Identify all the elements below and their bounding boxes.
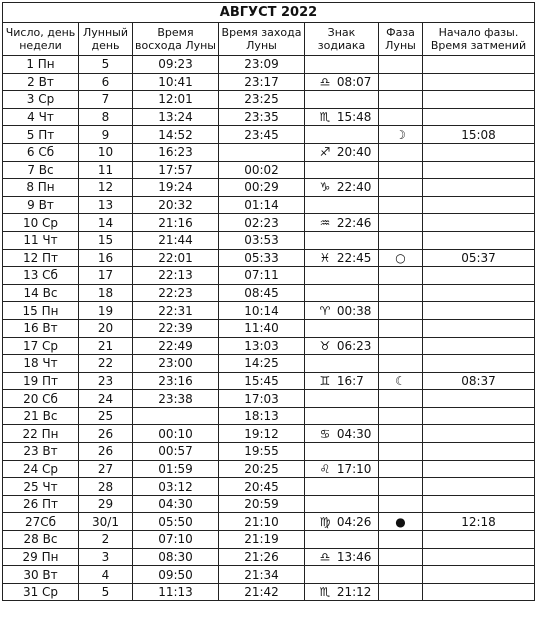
cell-moonset: 00:02	[219, 161, 305, 179]
table-row	[3, 73, 535, 91]
cell-lunar-day: 2	[79, 531, 133, 549]
cell-date: 13 Сб	[3, 267, 79, 285]
zodiac-entry-time: 20:40	[336, 145, 372, 160]
cell-lunar-day: 7	[79, 91, 133, 109]
cell-lunar-day: 17	[79, 267, 133, 285]
cell-moonset: 17:03	[219, 390, 305, 408]
cell-lunar-day: 12	[79, 179, 133, 197]
cell-moonset: 07:11	[219, 267, 305, 285]
header-moon-phase: Фаза Луны	[379, 23, 423, 56]
cell-moon-phase	[379, 161, 423, 179]
cell-phase-start	[423, 319, 535, 337]
cell-lunar-day: 26	[79, 425, 133, 443]
zodiac-entry-time: 08:07	[336, 74, 372, 89]
zodiac-sign-icon: ♈	[319, 303, 331, 318]
cell-date: 30 Вт	[3, 566, 79, 584]
cell-moonset: 10:14	[219, 302, 305, 320]
cell-date: 1 Пн	[3, 56, 79, 74]
cell-moonrise: 22:49	[133, 337, 219, 355]
cell-phase-start: 05:37	[423, 249, 535, 267]
cell-phase-start	[423, 355, 535, 373]
cell-moonrise: 08:30	[133, 548, 219, 566]
cell-zodiac	[305, 478, 379, 496]
zodiac-entry-time: 13:46	[336, 549, 372, 564]
cell-phase-start	[423, 161, 535, 179]
cell-lunar-day: 16	[79, 249, 133, 267]
cell-moonset: 20:59	[219, 495, 305, 513]
cell-zodiac	[305, 214, 379, 232]
cell-moonrise: 09:23	[133, 56, 219, 74]
cell-moon-phase	[379, 73, 423, 91]
cell-date: 21 Вс	[3, 407, 79, 425]
cell-moonset: 20:25	[219, 460, 305, 478]
table-row	[3, 196, 535, 214]
cell-moonrise: 00:57	[133, 443, 219, 461]
cell-moonrise: 22:31	[133, 302, 219, 320]
moon-calendar-table	[2, 2, 535, 601]
cell-moonset: 11:40	[219, 319, 305, 337]
cell-date: 26 Пт	[3, 495, 79, 513]
cell-date: 27Сб	[3, 513, 79, 531]
cell-moonset: 08:45	[219, 284, 305, 302]
cell-lunar-day: 20	[79, 319, 133, 337]
cell-moon-phase	[379, 513, 423, 531]
table-row	[3, 407, 535, 425]
cell-phase-start	[423, 179, 535, 197]
cell-zodiac	[305, 267, 379, 285]
table-row	[3, 179, 535, 197]
cell-moon-phase	[379, 425, 423, 443]
cell-phase-start	[423, 443, 535, 461]
cell-zodiac	[305, 56, 379, 74]
cell-moon-phase	[379, 126, 423, 144]
table-row	[3, 513, 535, 531]
cell-moonrise: 22:39	[133, 319, 219, 337]
cell-date: 14 Вс	[3, 284, 79, 302]
cell-date: 4 Чт	[3, 108, 79, 126]
cell-moonrise: 11:13	[133, 583, 219, 601]
cell-moonrise: 16:23	[133, 143, 219, 161]
cell-phase-start	[423, 56, 535, 74]
table-row	[3, 302, 535, 320]
cell-moonrise: 05:50	[133, 513, 219, 531]
zodiac-sign-icon: ♑	[319, 180, 331, 195]
cell-moonrise: 10:41	[133, 73, 219, 91]
table-row	[3, 249, 535, 267]
cell-lunar-day: 5	[79, 56, 133, 74]
cell-date: 20 Сб	[3, 390, 79, 408]
cell-zodiac	[305, 126, 379, 144]
cell-zodiac	[305, 143, 379, 161]
zodiac-sign-icon: ♋	[319, 426, 331, 441]
cell-moonrise: 04:30	[133, 495, 219, 513]
cell-moon-phase	[379, 196, 423, 214]
cell-date: 16 Вт	[3, 319, 79, 337]
cell-phase-start	[423, 548, 535, 566]
cell-phase-start	[423, 531, 535, 549]
zodiac-sign-icon: ♏	[319, 110, 331, 125]
cell-moonset: 21:19	[219, 531, 305, 549]
zodiac-entry-time: 22:45	[336, 250, 372, 265]
cell-zodiac	[305, 161, 379, 179]
table-row	[3, 143, 535, 161]
cell-moon-phase	[379, 531, 423, 549]
table-row	[3, 231, 535, 249]
cell-moonrise: 22:23	[133, 284, 219, 302]
header-zodiac-sign: Знак зодиака	[305, 23, 379, 56]
table-row	[3, 355, 535, 373]
cell-moonrise: 17:57	[133, 161, 219, 179]
cell-moonrise: 21:16	[133, 214, 219, 232]
cell-phase-start	[423, 566, 535, 584]
moon-phase-icon: ☾	[395, 373, 406, 388]
cell-lunar-day: 28	[79, 478, 133, 496]
cell-moonset: 23:25	[219, 91, 305, 109]
cell-moonrise	[133, 407, 219, 425]
cell-date: 25 Чт	[3, 478, 79, 496]
table-row	[3, 56, 535, 74]
cell-moon-phase	[379, 407, 423, 425]
cell-lunar-day: 11	[79, 161, 133, 179]
cell-moon-phase	[379, 249, 423, 267]
cell-moonset: 20:45	[219, 478, 305, 496]
cell-lunar-day: 9	[79, 126, 133, 144]
cell-zodiac	[305, 284, 379, 302]
zodiac-sign-icon: ♉	[319, 338, 331, 353]
cell-moon-phase	[379, 284, 423, 302]
zodiac-sign-icon: ♍	[319, 514, 331, 529]
cell-moon-phase	[379, 108, 423, 126]
cell-moon-phase	[379, 319, 423, 337]
cell-moonset: 21:34	[219, 566, 305, 584]
zodiac-sign-icon: ♏	[319, 585, 331, 600]
cell-moonset: 21:26	[219, 548, 305, 566]
cell-phase-start: 08:37	[423, 372, 535, 390]
cell-phase-start	[423, 108, 535, 126]
cell-date: 19 Пт	[3, 372, 79, 390]
cell-phase-start	[423, 478, 535, 496]
zodiac-entry-time: 17:10	[336, 461, 372, 476]
table-row	[3, 495, 535, 513]
cell-zodiac	[305, 531, 379, 549]
cell-date: 6 Сб	[3, 143, 79, 161]
cell-zodiac	[305, 425, 379, 443]
cell-lunar-day: 26	[79, 443, 133, 461]
cell-zodiac	[305, 355, 379, 373]
table-row	[3, 372, 535, 390]
cell-zodiac	[305, 319, 379, 337]
cell-zodiac	[305, 390, 379, 408]
cell-moon-phase	[379, 214, 423, 232]
cell-phase-start	[423, 337, 535, 355]
cell-date: 15 Пн	[3, 302, 79, 320]
header-date: Число, день недели	[3, 23, 79, 56]
cell-lunar-day: 6	[79, 73, 133, 91]
cell-lunar-day: 13	[79, 196, 133, 214]
cell-moonset: 23:17	[219, 73, 305, 91]
header-moonrise: Время восхода Луны	[133, 23, 219, 56]
cell-moonrise: 22:13	[133, 267, 219, 285]
zodiac-sign-icon: ♓	[319, 250, 331, 265]
cell-moon-phase	[379, 478, 423, 496]
cell-moonset	[219, 143, 305, 161]
cell-phase-start	[423, 284, 535, 302]
cell-lunar-day: 19	[79, 302, 133, 320]
table-row	[3, 583, 535, 601]
cell-moonrise: 19:24	[133, 179, 219, 197]
table-row	[3, 566, 535, 584]
zodiac-sign-icon: ♎	[319, 549, 331, 564]
cell-moonset: 19:12	[219, 425, 305, 443]
cell-moonrise: 23:00	[133, 355, 219, 373]
cell-moonrise: 23:16	[133, 372, 219, 390]
table-row	[3, 108, 535, 126]
cell-phase-start	[423, 214, 535, 232]
cell-moon-phase	[379, 337, 423, 355]
header-lunar-day: Лунный день	[79, 23, 133, 56]
cell-lunar-day: 5	[79, 583, 133, 601]
cell-phase-start: 12:18	[423, 513, 535, 531]
cell-lunar-day: 14	[79, 214, 133, 232]
cell-moon-phase	[379, 179, 423, 197]
cell-lunar-day: 10	[79, 143, 133, 161]
header-moonset: Время захода Луны	[219, 23, 305, 56]
cell-date: 24 Ср	[3, 460, 79, 478]
zodiac-entry-time: 22:40	[336, 180, 372, 195]
cell-moonrise: 01:59	[133, 460, 219, 478]
cell-lunar-day: 21	[79, 337, 133, 355]
cell-lunar-day: 29	[79, 495, 133, 513]
zodiac-entry-time: 16:7	[336, 373, 364, 388]
zodiac-entry-time: 06:23	[336, 338, 372, 353]
table-row	[3, 337, 535, 355]
cell-moon-phase	[379, 566, 423, 584]
table-title: АВГУСТ 2022	[3, 3, 535, 23]
cell-moon-phase	[379, 583, 423, 601]
cell-phase-start	[423, 267, 535, 285]
zodiac-entry-time: 04:30	[336, 426, 372, 441]
cell-date: 12 Пт	[3, 249, 79, 267]
cell-lunar-day: 8	[79, 108, 133, 126]
cell-phase-start	[423, 425, 535, 443]
cell-moonrise: 14:52	[133, 126, 219, 144]
table-row	[3, 478, 535, 496]
cell-date: 11 Чт	[3, 231, 79, 249]
cell-date: 8 Пн	[3, 179, 79, 197]
cell-moon-phase	[379, 443, 423, 461]
cell-zodiac	[305, 249, 379, 267]
table-row	[3, 319, 535, 337]
zodiac-sign-icon: ♎	[319, 74, 331, 89]
table-row	[3, 284, 535, 302]
cell-moonset: 14:25	[219, 355, 305, 373]
zodiac-sign-icon: ♌	[319, 461, 331, 476]
cell-phase-start	[423, 231, 535, 249]
cell-date: 9 Вт	[3, 196, 79, 214]
cell-moon-phase	[379, 495, 423, 513]
cell-phase-start	[423, 407, 535, 425]
table-row	[3, 161, 535, 179]
cell-moonset: 02:23	[219, 214, 305, 232]
cell-moonrise: 20:32	[133, 196, 219, 214]
zodiac-entry-time: 15:48	[336, 110, 372, 125]
table-row	[3, 531, 535, 549]
moon-phase-icon: ●	[395, 514, 406, 529]
cell-moonrise: 12:01	[133, 91, 219, 109]
cell-moonset: 15:45	[219, 372, 305, 390]
cell-lunar-day: 18	[79, 284, 133, 302]
table-row	[3, 460, 535, 478]
cell-date: 10 Ср	[3, 214, 79, 232]
cell-date: 3 Ср	[3, 91, 79, 109]
cell-date: 2 Вт	[3, 73, 79, 91]
cell-moon-phase	[379, 460, 423, 478]
cell-phase-start	[423, 73, 535, 91]
cell-zodiac	[305, 91, 379, 109]
cell-date: 18 Чт	[3, 355, 79, 373]
zodiac-entry-time: 22:46	[336, 215, 372, 230]
cell-lunar-day: 30/1	[79, 513, 133, 531]
cell-moon-phase	[379, 390, 423, 408]
cell-zodiac	[305, 196, 379, 214]
cell-moonrise: 00:10	[133, 425, 219, 443]
table-row	[3, 390, 535, 408]
cell-zodiac	[305, 460, 379, 478]
cell-zodiac	[305, 443, 379, 461]
cell-moonset: 21:42	[219, 583, 305, 601]
cell-moon-phase	[379, 56, 423, 74]
cell-phase-start	[423, 495, 535, 513]
cell-lunar-day: 27	[79, 460, 133, 478]
zodiac-entry-time: 04:26	[336, 514, 372, 529]
cell-date: 17 Ср	[3, 337, 79, 355]
cell-lunar-day: 15	[79, 231, 133, 249]
cell-phase-start	[423, 143, 535, 161]
cell-phase-start	[423, 302, 535, 320]
cell-moonrise: 23:38	[133, 390, 219, 408]
zodiac-entry-time: 00:38	[336, 303, 372, 318]
zodiac-sign-icon: ♊	[319, 373, 331, 388]
cell-zodiac	[305, 302, 379, 320]
cell-zodiac	[305, 548, 379, 566]
cell-moonset: 23:35	[219, 108, 305, 126]
table-row	[3, 443, 535, 461]
zodiac-sign-icon: ♒	[319, 215, 331, 230]
cell-moonrise: 22:01	[133, 249, 219, 267]
cell-moon-phase	[379, 548, 423, 566]
cell-moonset: 13:03	[219, 337, 305, 355]
cell-phase-start: 15:08	[423, 126, 535, 144]
cell-zodiac	[305, 513, 379, 531]
cell-lunar-day: 4	[79, 566, 133, 584]
cell-zodiac	[305, 372, 379, 390]
moon-phase-icon: ☽	[395, 127, 406, 142]
cell-phase-start	[423, 460, 535, 478]
cell-lunar-day: 23	[79, 372, 133, 390]
cell-lunar-day: 25	[79, 407, 133, 425]
cell-zodiac	[305, 108, 379, 126]
cell-lunar-day: 24	[79, 390, 133, 408]
cell-phase-start	[423, 91, 535, 109]
cell-moon-phase	[379, 143, 423, 161]
cell-date: 5 Пт	[3, 126, 79, 144]
table-row	[3, 126, 535, 144]
cell-moonset: 01:14	[219, 196, 305, 214]
table-row	[3, 214, 535, 232]
cell-zodiac	[305, 179, 379, 197]
cell-zodiac	[305, 73, 379, 91]
moon-phase-icon: ○	[395, 250, 406, 265]
cell-date: 29 Пн	[3, 548, 79, 566]
cell-moonset: 18:13	[219, 407, 305, 425]
cell-moon-phase	[379, 91, 423, 109]
cell-moonrise: 03:12	[133, 478, 219, 496]
cell-phase-start	[423, 196, 535, 214]
cell-date: 31 Ср	[3, 583, 79, 601]
cell-lunar-day: 22	[79, 355, 133, 373]
header-phase-start: Начало фазы. Время затмений	[423, 23, 535, 56]
table-row	[3, 425, 535, 443]
cell-moon-phase	[379, 372, 423, 390]
cell-moonset: 23:09	[219, 56, 305, 74]
cell-phase-start	[423, 390, 535, 408]
cell-zodiac	[305, 495, 379, 513]
cell-date: 22 Пн	[3, 425, 79, 443]
cell-zodiac	[305, 566, 379, 584]
cell-moon-phase	[379, 231, 423, 249]
cell-zodiac	[305, 583, 379, 601]
zodiac-entry-time: 21:12	[336, 585, 372, 600]
table-row	[3, 91, 535, 109]
table-row	[3, 267, 535, 285]
cell-moonrise: 21:44	[133, 231, 219, 249]
cell-moonrise: 07:10	[133, 531, 219, 549]
cell-lunar-day: 3	[79, 548, 133, 566]
cell-moonrise: 09:50	[133, 566, 219, 584]
cell-date: 7 Вс	[3, 161, 79, 179]
zodiac-sign-icon: ♐	[319, 145, 331, 160]
cell-moon-phase	[379, 355, 423, 373]
cell-moonset: 03:53	[219, 231, 305, 249]
cell-date: 28 Вс	[3, 531, 79, 549]
cell-moonrise: 13:24	[133, 108, 219, 126]
cell-moonset: 21:10	[219, 513, 305, 531]
cell-zodiac	[305, 407, 379, 425]
cell-moonset: 23:45	[219, 126, 305, 144]
cell-moonset: 05:33	[219, 249, 305, 267]
cell-moon-phase	[379, 302, 423, 320]
cell-moonset: 19:55	[219, 443, 305, 461]
cell-moon-phase	[379, 267, 423, 285]
cell-date: 23 Вт	[3, 443, 79, 461]
cell-zodiac	[305, 231, 379, 249]
cell-moonset: 00:29	[219, 179, 305, 197]
table-row	[3, 548, 535, 566]
cell-zodiac	[305, 337, 379, 355]
cell-phase-start	[423, 583, 535, 601]
